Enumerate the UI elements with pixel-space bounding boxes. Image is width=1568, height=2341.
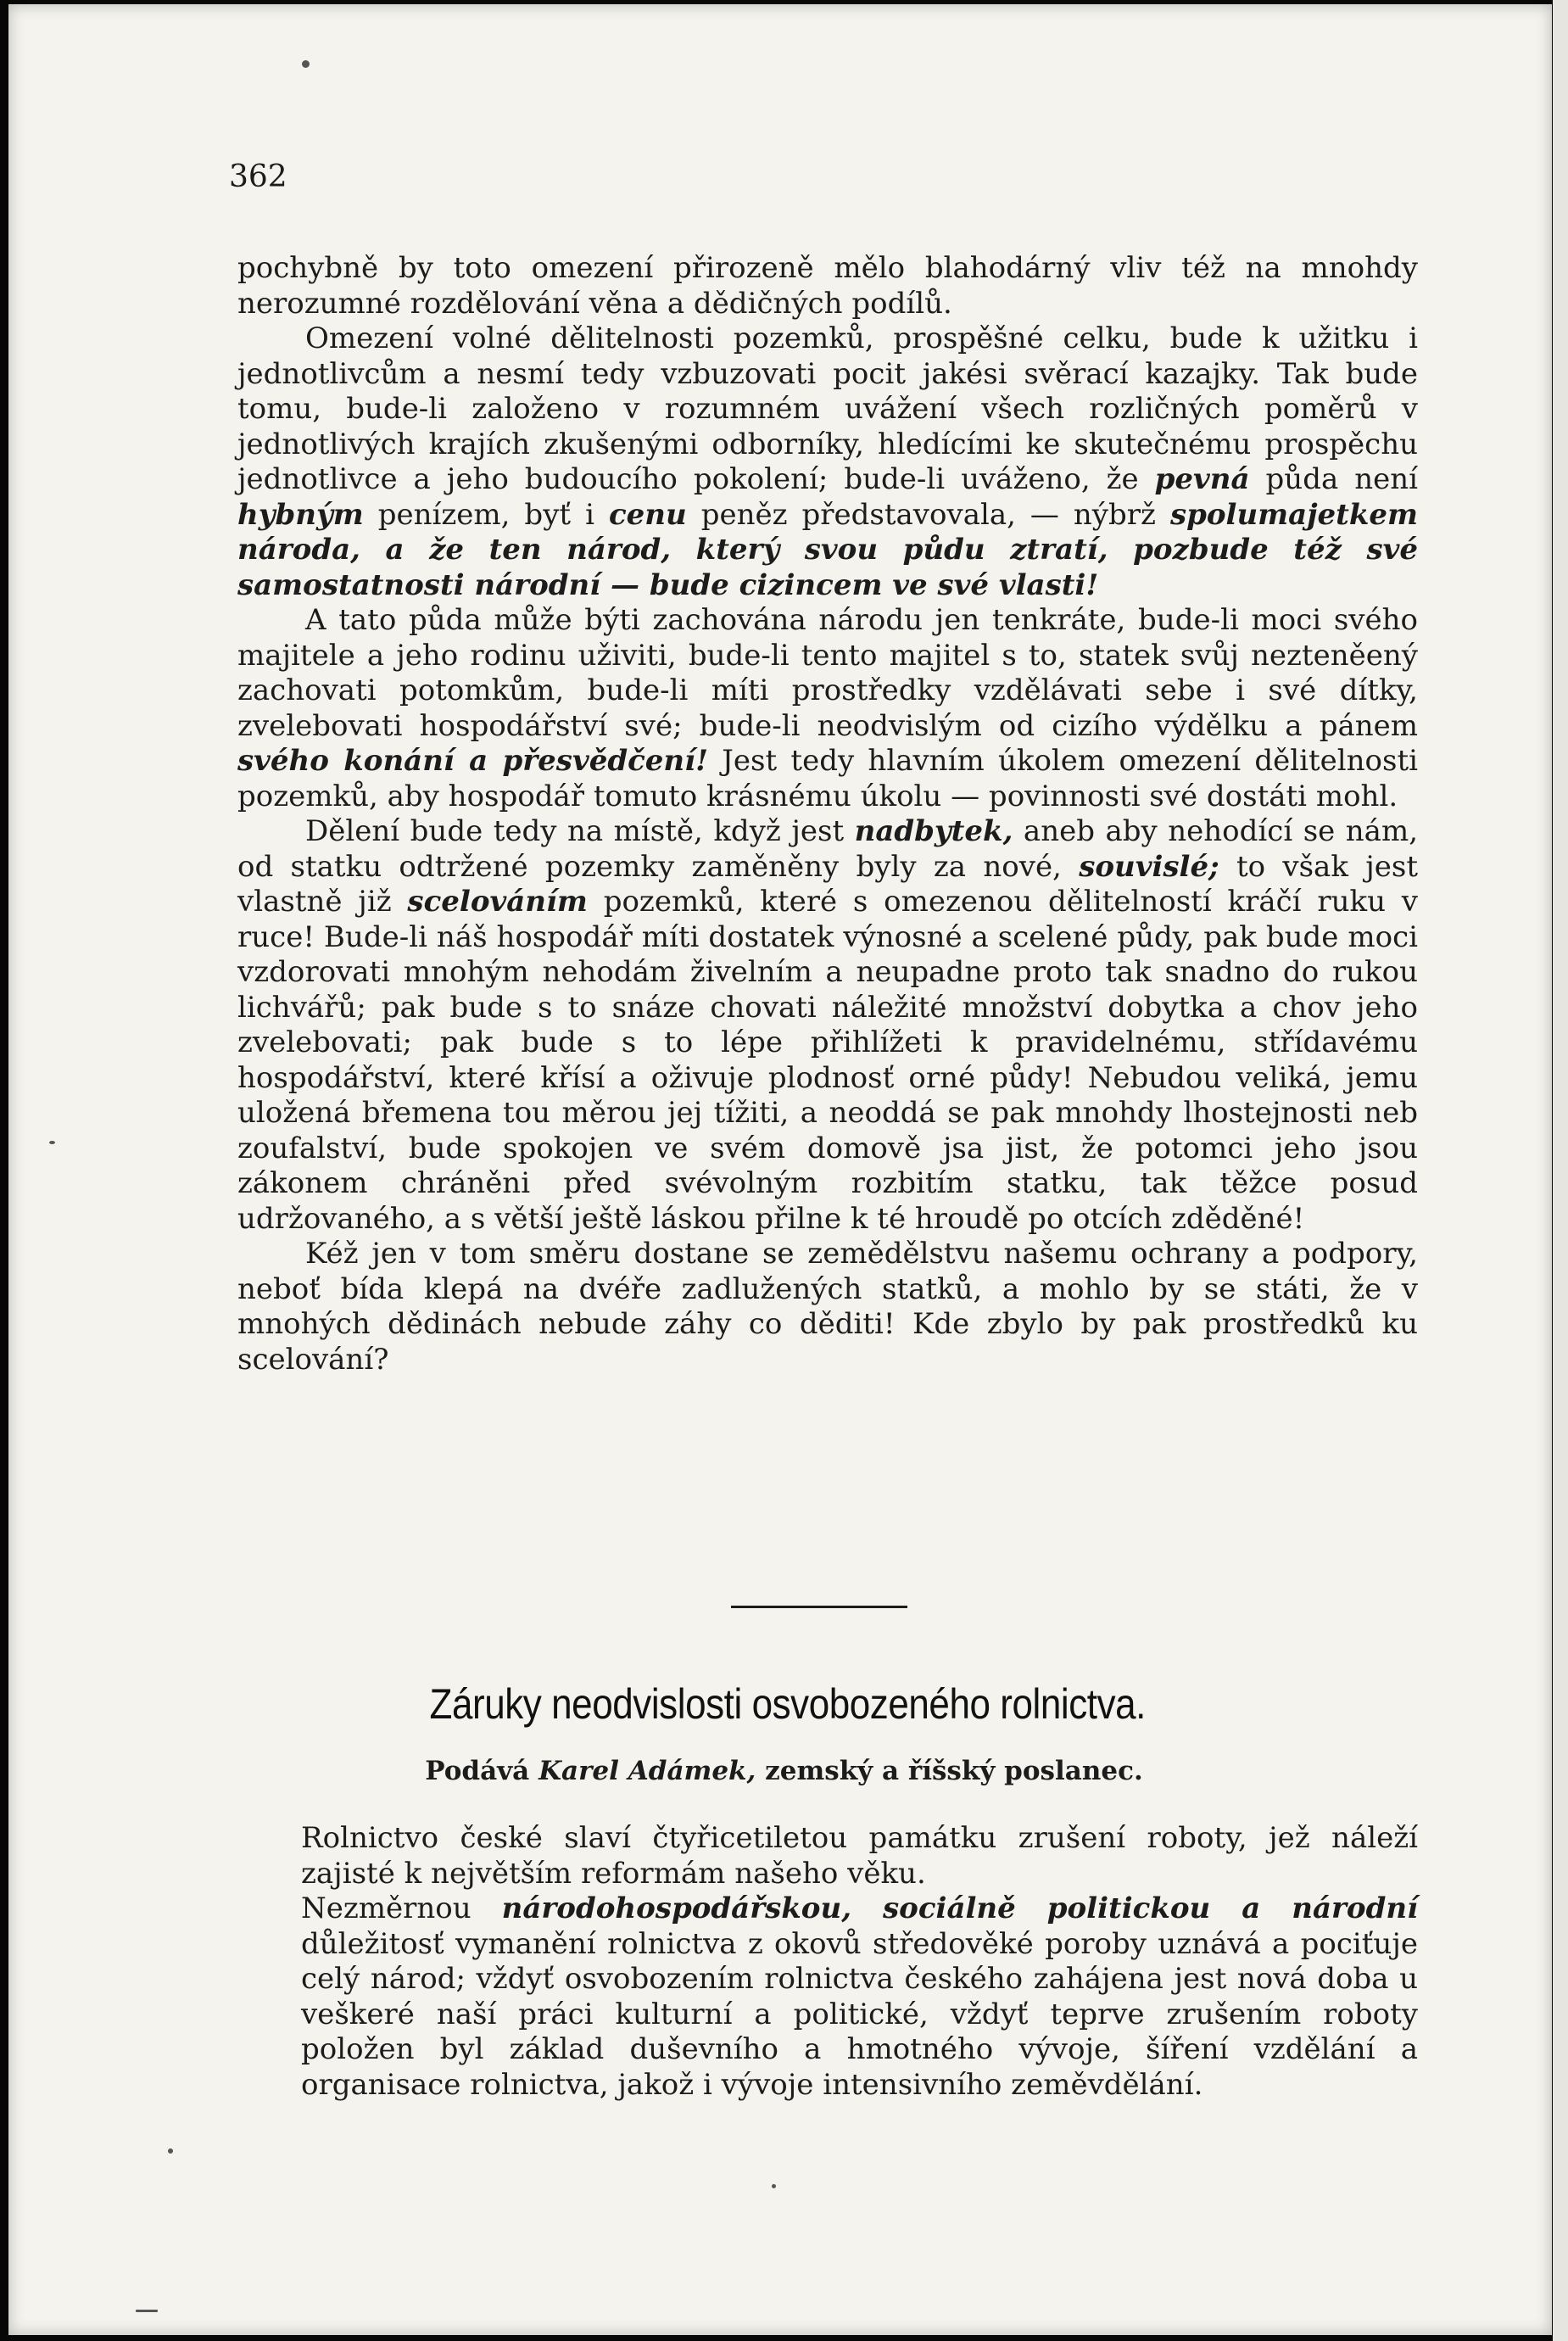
text-run: Rolnictvo české slaví čtyřicetiletou památku zrušení roboty, jež náleží zajisté k největším reformám našeho věku. [301, 1821, 1418, 1891]
scan-speck [136, 2310, 158, 2312]
emphasis-text: cenu [608, 497, 687, 532]
byline-prefix: Podává [425, 1756, 530, 1786]
text-run: důležitosť vymanění rolnictva z okovů středověké poroby uznává a pociťuje celý národ; vždyť osvobozením rolnictva českého zahájena jest nová doba u veškeré naší práci kulturní a politické, vždyť teprve zrušením roboty položen byl základ duševního a hmotného vývoje, šíření vzdělání a organisace rolnictva, jakož i vývoje intensivního zeměvdělání. [301, 1926, 1418, 2102]
emphasis-text: spolumajetkem národa, a že ten národ, který svou půdu ztratí, pozbude též své samostatnosti národní — bude cizincem ve své vlasti! [237, 497, 1418, 602]
text-run: Jest tedy hlavním úkolem omezení dělitelnosti pozemků, aby hospodář tomuto krásnému úkolu — povinnosti své dostáti mohl. [237, 744, 1418, 813]
scan-speck [168, 2148, 173, 2154]
emphasis-text: scelováním [407, 885, 588, 919]
paragraph [237, 814, 1418, 1237]
body-text-section-1 [237, 251, 1418, 1377]
scan-speck [772, 2184, 776, 2188]
scan-right-band [1553, 0, 1568, 2341]
text-run: penízem, byť i [363, 497, 609, 532]
paragraph [237, 603, 1418, 814]
paragraph [301, 1891, 1418, 2103]
paragraph [301, 1821, 1418, 1891]
emphasis-text: hybným [237, 497, 364, 532]
text-run: Kéž jen v tom směru dostane se zemědělstvu našemu ochrany a podpory, neboť bída klepá na dvéře zadlužených statků, a mohlo by se státi, že v mnohých dědinách nebude záhy co děditi! Kde zbylo by pak prostředků ku scelování? [237, 1237, 1418, 1377]
byline-suffix: zemský a říšský poslanec. [765, 1756, 1143, 1786]
body-text-section-2 [301, 1821, 1418, 2103]
text-run: Omezení volné dělitelnosti pozemků, prospěšné celku, bude k užitku i jednotlivcům a nesmí tedy vzbuzovati pocit jakési svěrací kazajky. Tak bude tomu, bude-li založeno v rozumném uvážení všech rozličných poměrů v jednotlivých krajích zkušenými odborníky, hledícími ke skutečnému prospěchu jednotlivce a jeho budoucího pokolení; bude-li uváženo, že [237, 321, 1418, 496]
text-run: Nezměrnou [301, 1891, 502, 1925]
text-run: to však jest vlastně již [237, 849, 1418, 919]
emphasis-text: pevná [1154, 462, 1250, 496]
article-byline [0, 1756, 1568, 1786]
text-run: aneb aby nehodící se nám, od statku odtržené pozemky zaměněny byly za nové, [237, 814, 1418, 884]
emphasis-text: souvislé; [1079, 849, 1219, 884]
text-run: pochybně by toto omezení přirozeně mělo blahodárný vliv též na mnohdy nerozumné rozdělování věna a dědičných podílů. [237, 251, 1418, 321]
emphasis-text: svého konání a přesvědčení! [237, 744, 708, 778]
scan-speck [302, 60, 310, 68]
paragraph [237, 1237, 1418, 1377]
byline-author: Karel Adámek, [538, 1756, 756, 1786]
paragraph [237, 251, 1418, 321]
text-run: A tato půda může býti zachována národu jen tenkráte, bude-li moci svého majitele a jeho rodinu uživiti, bude-li tento majitel s to, statek svůj nezteněený zachovati potomkům, bude-li míti prostředky vzdělávati sebe i své dítky, zvelebovati hospodářství své; bude-li neodvislým od cizího výdělku a pánem [237, 603, 1418, 743]
section-divider [731, 1606, 907, 1608]
emphasis-text: nadbytek, [854, 814, 1013, 848]
text-run: pozemků, které s omezenou dělitelností kráčí ruku v ruce! Bude-li náš hospodář míti dostatek výnosné a scelené půdy, pak bude moci vzdorovati mnohým nehodám živelním a neupadne proto tak snadno do rukou lichvářů; pak bude s to snáze chovati náležité množství dobytka a chov jeho zvelebovati; pak bude s to lépe přihlížeti k pravidelnému, střídavému hospodářství, které křísí a oživuje plodnosť orné půdy! Nebudou veliká, jemu uložená břemena tou měrou jej tížiti, a neoddá se pak mnohdy lhostejnosti neb zoufalství, bude spokojen ve svém domově jsa jist, že potomci jeho jsou zákonem chráněni před svévolným rozbitím statku, tak těžce posud udržovaného, a s větší ještě láskou přilne k té hroudě po otcích zděděné! [237, 885, 1418, 1236]
text-run: peněz představovala, — nýbrž [686, 497, 1170, 532]
scan-speck [49, 1141, 55, 1144]
page-number: 362 [229, 159, 287, 194]
text-run: Dělení bude tedy na místě, když jest [305, 814, 855, 848]
emphasis-text: národohospodářskou, sociálně politickou a národní [501, 1891, 1418, 1925]
paragraph [237, 321, 1418, 603]
article-title: Záruky neodvislosti osvobozeného rolnictva. [429, 1680, 1146, 1728]
text-run: půda není [1249, 462, 1418, 496]
